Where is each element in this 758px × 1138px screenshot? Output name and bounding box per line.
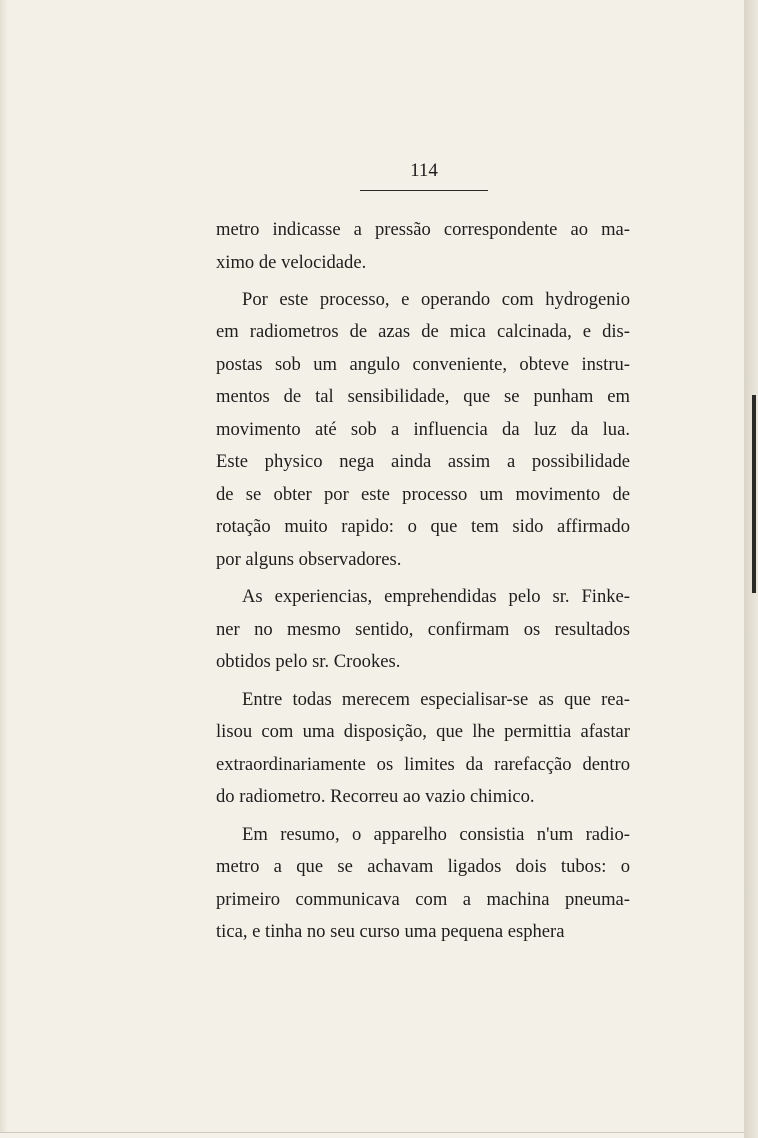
text-line: mentos de tal sensibilidade, que se punham em [216, 386, 630, 408]
text-line: obtidos pelo sr. Crookes. [216, 651, 401, 673]
header-rule [360, 190, 488, 191]
text-line: lisou com uma disposição, que lhe permittia afastar [216, 721, 630, 743]
text-line: postas sob um angulo conveniente, obteve instru- [216, 353, 630, 375]
text-line: do radiometro. Recorreu ao vazio chimico. [216, 786, 535, 808]
paragraph [216, 214, 630, 279]
text-line: ner no mesmo sentido, confirmam os resultados [216, 618, 630, 640]
body-text [216, 214, 630, 953]
text-line: Entre todas merecem especialisar-se as que rea- [242, 688, 630, 710]
text-line: primeiro communicava com a machina pneuma- [216, 888, 630, 910]
text-line: Em resumo, o apparelho consistia n'um radio- [242, 823, 630, 845]
paragraph [216, 819, 630, 949]
text-line: extraordinariamente os limites da rarefacção dentro [216, 753, 630, 775]
text-line: em radiometros de azas de mica calcinada, e dis- [216, 321, 630, 343]
text-line: As experiencias, emprehendidas pelo sr. Finke- [242, 586, 630, 608]
paragraph [216, 684, 630, 814]
text-line: metro indicasse a pressão correspondente ao ma- [216, 219, 630, 240]
text-line: por alguns observadores. [216, 548, 402, 570]
binding-mark [752, 395, 756, 593]
text-line: rotação muito rapido: o que tem sido affirmado [216, 516, 630, 538]
text-line: tica, e tinha no seu curso uma pequena esphera [216, 921, 565, 943]
text-line: Por este processo, e operando com hydrogenio [242, 288, 630, 310]
paragraph [216, 581, 630, 679]
paragraph [216, 284, 630, 577]
page-number: 114 [410, 160, 438, 181]
text-line: Este physico nega ainda assim a possibilidade [216, 451, 630, 473]
text-line: movimento até sob a influencia da luz da lua. [216, 418, 630, 440]
page-gutter-shadow [0, 0, 8, 1132]
text-line: metro a que se achavam ligados dois tubos: o [216, 856, 630, 878]
text-line: ximo de velocidade. [216, 251, 367, 273]
text-line: de se obter por este processo um movimento de [216, 483, 630, 505]
